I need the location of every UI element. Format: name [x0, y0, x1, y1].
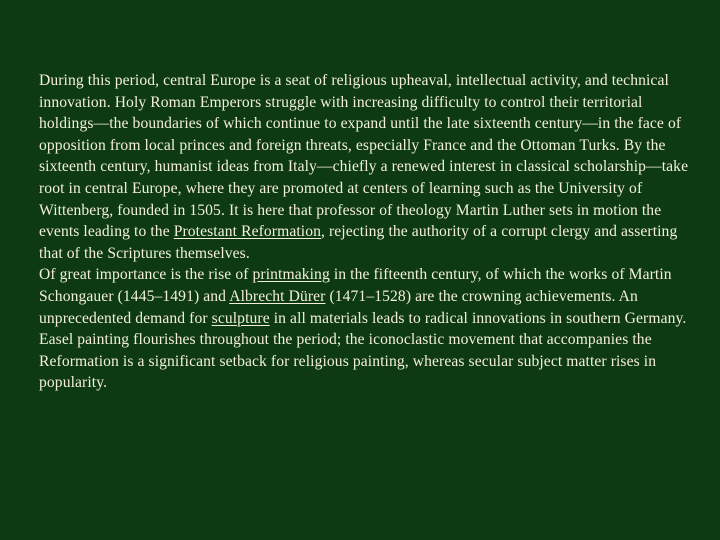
paragraph-text: (1471–1528) are the crowning achievements. An unprecedented demand for: [39, 287, 638, 327]
paragraph-text: , rejecting the authority of a corrupt clergy and asserting that of the Scriptures themselves.: [39, 223, 678, 262]
paragraph-text: During this period, central Europe is a seat of religious upheaval, intellectual activity, and technical innovation. Holy Roman Emperors struggle with increasing difficulty to control their territorial holdings—the boundaries of which continue to expand until the late sixteenth century—in the face of opposition from local princes and foreign threats, especially France and the Ottoman Turks. By the sixteenth century, humanist ideas from Italy—chiefly a renewed interest in classical scholarship—take root in central Europe, where they are promoted at centers of learning such as the University of Wittenberg, founded in 1505. It is here that professor of theology Martin Luther sets in motion the events leading to the: [39, 72, 689, 241]
paragraph-text: Of great importance is the rise of: [39, 266, 253, 284]
paragraph-printmaking: [39, 264, 689, 394]
protestant-reformation-link[interactable]: Protestant Reformation: [173, 223, 321, 241]
paragraph-text: in all materials leads to radical innovations in southern Germany. Easel painting flourishes throughout the period; the iconoclastic movement that accompanies the Reformation is a significant setback for religious painting, whereas secular subject matter rises in popularity.: [39, 309, 687, 392]
text-block: [39, 70, 689, 394]
sculpture-link[interactable]: sculpture: [211, 309, 270, 327]
paragraph-text: in the fifteenth century, of which the works of Martin Schongauer (1445–1491) and: [39, 266, 672, 305]
printmaking-link[interactable]: printmaking: [252, 266, 330, 284]
paragraph-reformation: [39, 70, 689, 264]
albrecht-durer-link[interactable]: Albrecht Dürer: [229, 287, 326, 305]
